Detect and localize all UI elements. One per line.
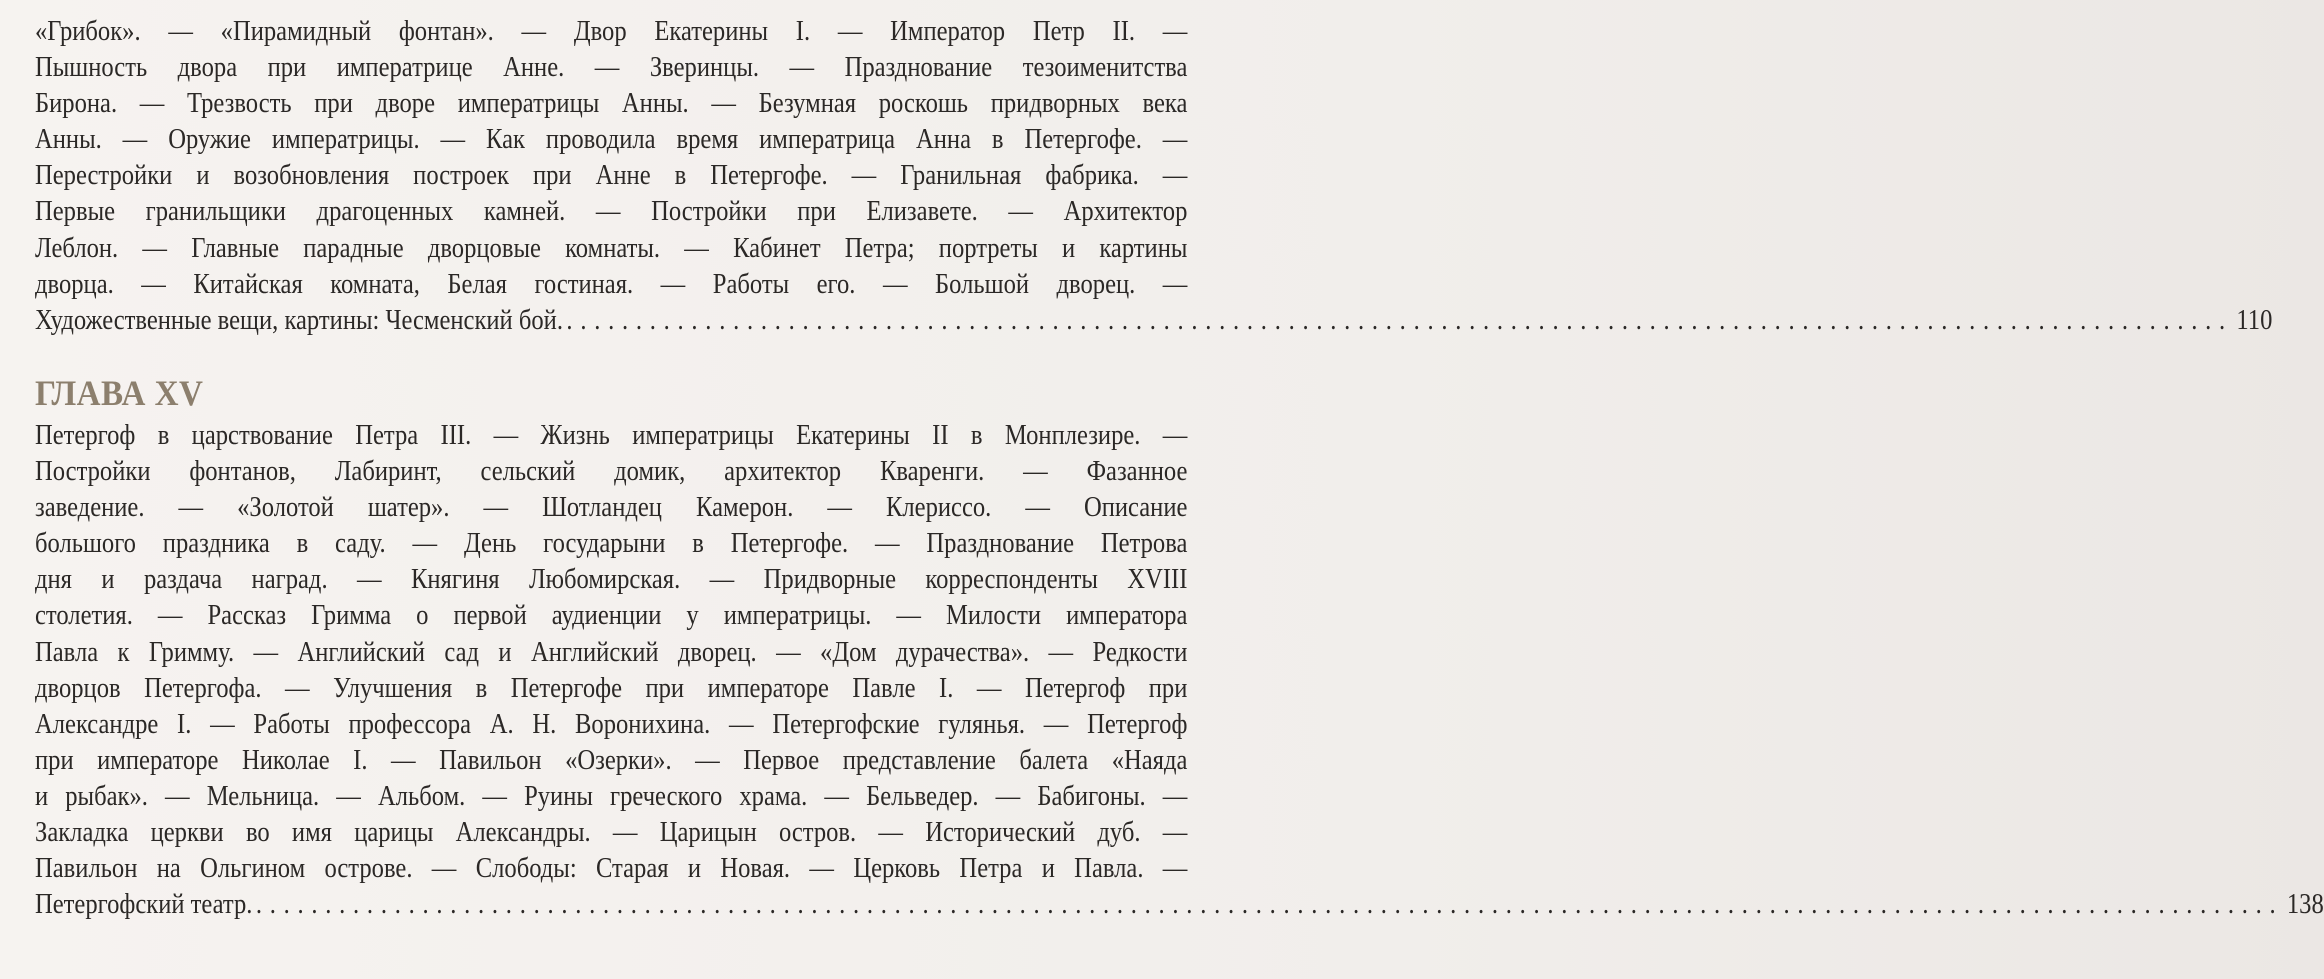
chapter-heading: ГЛАВА XV <box>35 373 204 413</box>
contents-line-text: Художественные вещи, картины: Чесменский бой. <box>35 304 563 336</box>
page-number: 110 <box>2236 304 2273 336</box>
page-number: 138 <box>2286 889 2324 921</box>
contents-line: Закладка церкви во имя царицы Александры. — Царицын остров. — Исторический дуб. — <box>35 817 1188 849</box>
contents-line: Постройки фонтанов, Лабиринт, сельский домик, архитектор Кваренги. — Фазанное <box>35 456 1188 488</box>
contents-line: Первые гранильщики драгоценных камней. — Постройки при Елизавете. — Архитектор <box>35 196 1188 228</box>
contents-line: при императоре Николае I. — Павильон «Озерки». — Первое представление балета «Наяда <box>35 744 1188 776</box>
chapter-xiv-contents <box>35 14 2273 339</box>
contents-line: дворца. — Китайская комната, Белая гостиная. — Работы его. — Большой дворец. — <box>35 268 1188 300</box>
contents-line: Перестройки и возобновления построек при Анне в Петергофе. — Гранильная фабрика. — <box>35 160 1188 192</box>
contents-line: дворцов Петергофа. — Улучшения в Петергофе при императоре Павле I. — Петергоф при <box>35 672 1188 704</box>
leader-dots: ........................................................................................................................ <box>566 304 2233 336</box>
contents-entry-last-line <box>35 887 2324 923</box>
contents-line: Анны. — Оружие императрицы. — Как проводила время императрица Анна в Петергофе. — <box>35 124 1188 156</box>
contents-line: большого праздника в саду. — День государыни в Петергофе. — Празднование Петрова <box>35 528 1188 560</box>
contents-line-text: Петергофский театр. <box>35 889 253 921</box>
contents-line: Леблон. — Главные парадные дворцовые комнаты. — Кабинет Петра; портреты и картины <box>35 232 1188 264</box>
contents-line: Бирона. — Трезвость при дворе императрицы Анны. — Безумная роскошь придворных века <box>35 88 1188 120</box>
contents-line: и рыбак». — Мельница. — Альбом. — Руины греческого храма. — Бельведер. — Бабигоны. — <box>35 780 1188 812</box>
contents-entry-last-line <box>35 303 2273 339</box>
contents-line: «Грибок». — «Пирамидный фонтан». — Двор Екатерины I. — Император Петр II. — <box>35 16 1188 47</box>
chapter-xv-contents <box>35 370 2324 923</box>
contents-line: дня и раздача наград. — Княгиня Любомирская. — Придворные корреспонденты XVIII <box>35 564 1188 596</box>
contents-line: Павла к Гримму. — Английский сад и Английский дворец. — «Дом дурачества». — Редкости <box>35 636 1188 668</box>
leader-dots: .................................................................................................................................................. <box>255 889 2284 921</box>
contents-line: заведение. — «Золотой шатер». — Шотландец Камерон. — Клериссо. — Описание <box>35 492 1188 524</box>
contents-line: Александре I. — Работы профессора А. Н. Воронихина. — Петергофские гулянья. — Петергоф <box>35 708 1188 740</box>
contents-line: Пышность двора при императрице Анне. — Зверинцы. — Празднование тезоименитства <box>35 52 1188 84</box>
contents-line: Павильон на Ольгином острове. — Слободы: Старая и Новая. — Церковь Петра и Павла. — <box>35 853 1188 885</box>
contents-line: столетия. — Рассказ Гримма о первой аудиенции у императрицы. — Милости императора <box>35 600 1188 632</box>
contents-line: Петергоф в царствование Петра III. — Жизнь императрицы Екатерины II в Монплезире. — <box>35 420 1188 451</box>
